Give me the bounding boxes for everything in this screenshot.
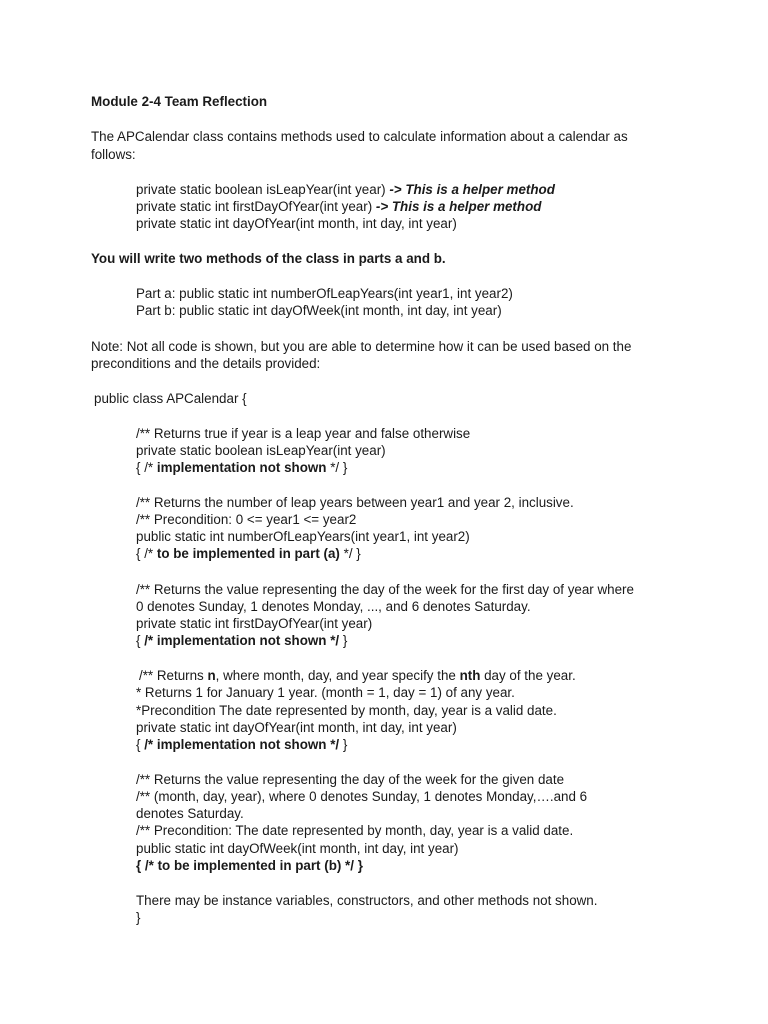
code-precondition: /** Precondition: The date represented by month, day, year is a valid date. [136, 823, 574, 838]
intro-line-1: The APCalendar class contains methods used to calculate information about a calendar as [91, 129, 628, 144]
method-list-item: private static int dayOfYear(int month, int day, int year) [136, 216, 457, 231]
code-body: { /* to be implemented in part (a) */ } [136, 546, 361, 561]
code-signature: private static int firstDayOfYear(int year) [136, 616, 373, 631]
code-precondition: *Precondition The date represented by month, day, year is a valid date. [136, 703, 557, 718]
class-open: public class APCalendar { [94, 391, 247, 406]
code-signature: private static int dayOfYear(int month, int day, int year) [136, 720, 457, 735]
method-list-item: private static boolean isLeapYear(int year) -> This is a helper method [136, 182, 555, 197]
code-body: { /* implementation not shown */ } [136, 633, 348, 648]
method-list-item: private static int firstDayOfYear(int year) -> This is a helper method [136, 199, 542, 214]
closing-note: There may be instance variables, constructors, and other methods not shown. [136, 893, 598, 908]
code-comment: /** Returns true if year is a leap year and false otherwise [136, 426, 471, 441]
intro-line-2: follows: [91, 147, 136, 162]
code-comment: /** Returns the number of leap years between year1 and year 2, inclusive. [136, 495, 574, 510]
part-a-line: Part a: public static int numberOfLeapYears(int year1, int year2) [136, 286, 513, 301]
document-title: Module 2-4 Team Reflection [91, 94, 268, 109]
code-comment: /** Returns n, where month, day, and year specify the nth day of the year. [139, 668, 576, 683]
code-comment: denotes Saturday. [136, 806, 244, 821]
code-signature: private static boolean isLeapYear(int year) [136, 443, 386, 458]
code-comment: /** (month, day, year), where 0 denotes Sunday, 1 denotes Monday,….and 6 [136, 789, 588, 804]
code-comment: 0 denotes Sunday, 1 denotes Monday, ..., and 6 denotes Saturday. [136, 599, 531, 614]
task-heading: You will write two methods of the class in parts a and b. [91, 251, 446, 266]
class-close: } [136, 910, 141, 925]
code-comment: /** Returns the value representing the day of the week for the given date [136, 772, 565, 787]
note-line-1: Note: Not all code is shown, but you are able to determine how it can be used based on the [91, 339, 632, 354]
part-b-line: Part b: public static int dayOfWeek(int month, int day, int year) [136, 303, 502, 318]
code-body: { /* to be implemented in part (b) */ } [136, 858, 363, 873]
code-body: { /* implementation not shown */ } [136, 737, 348, 752]
code-comment: /** Returns the value representing the day of the week for the first day of year where [136, 582, 634, 597]
code-signature: public static int numberOfLeapYears(int year1, int year2) [136, 529, 470, 544]
code-signature: public static int dayOfWeek(int month, int day, int year) [136, 841, 459, 856]
code-body: { /* implementation not shown */ } [136, 460, 348, 475]
code-comment: * Returns 1 for January 1 year. (month = 1, day = 1) of any year. [136, 685, 515, 700]
note-line-2: preconditions and the details provided: [91, 356, 321, 371]
code-precondition: /** Precondition: 0 <= year1 <= year2 [136, 512, 357, 527]
